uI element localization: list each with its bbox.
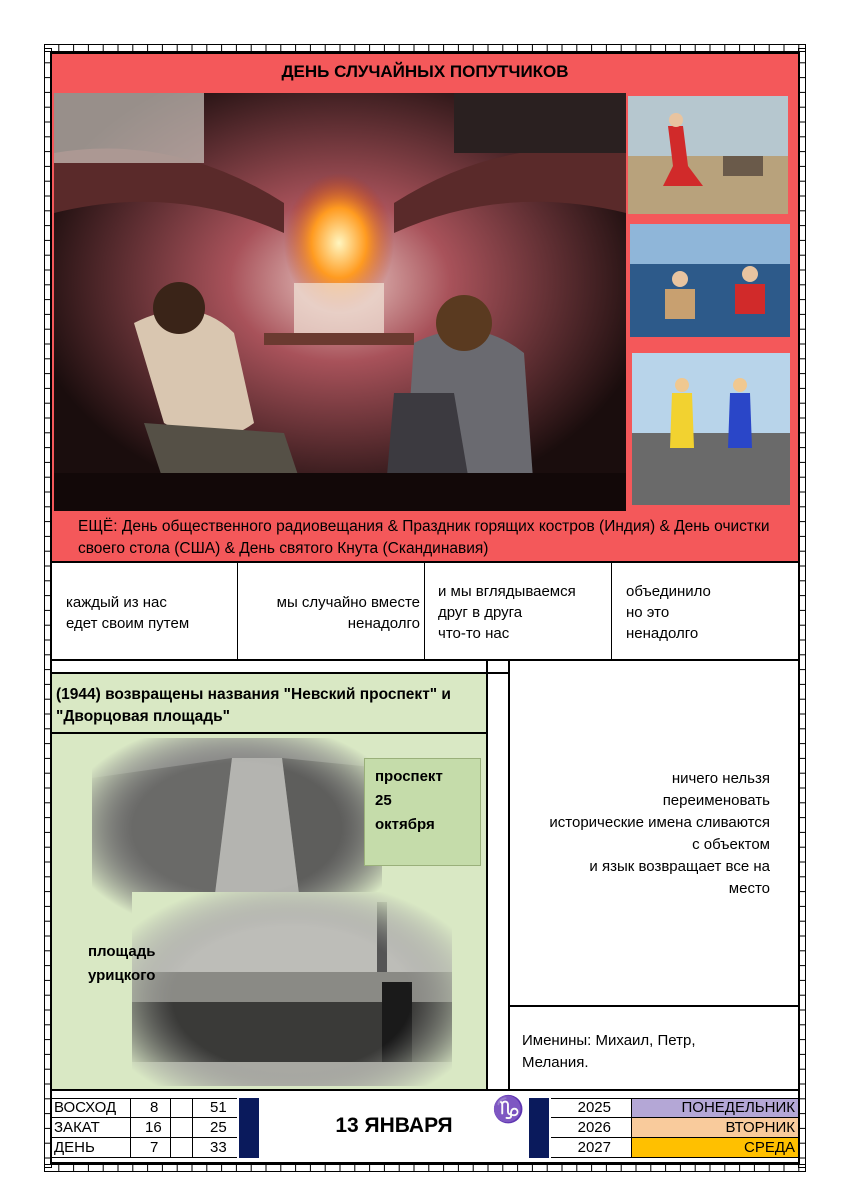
table-line — [551, 1137, 798, 1138]
daylength-hours: 7 — [150, 1139, 159, 1156]
divider — [486, 661, 488, 1090]
date-bar-left — [239, 1098, 259, 1158]
also-celebrated: ЕЩЁ: День общественного радиовещания & Праздник горящих костров (Индия) & День очистки своего стола (США) & День святого Кнута (Скандинавия) — [78, 518, 770, 557]
two-women-road-photo — [632, 353, 790, 505]
table-line — [170, 1098, 171, 1158]
page-title: ДЕНЬ СЛУЧАЙНЫХ ПОПУТЧИКОВ — [281, 62, 569, 81]
divider — [50, 732, 488, 734]
table-line — [52, 1117, 237, 1118]
weekday-2026: ВТОРНИК — [725, 1119, 795, 1136]
history-heading: (1944) возвращены названия "Невский проспект" и "Дворцовая площадь" — [56, 686, 451, 725]
quote-1: каждый из нас едет своим путем — [66, 594, 190, 632]
bottom-ruler — [44, 1164, 806, 1172]
table-line — [130, 1098, 131, 1158]
rename-note: ничего нельзя переименовать исторические имена сливаются с объектом и язык возвращает все на место — [549, 770, 770, 897]
sunrise-hours: 8 — [150, 1099, 159, 1116]
table-line — [192, 1098, 193, 1158]
weekday-2027: СРЕДА — [743, 1139, 795, 1156]
names-day: Именины: Михаил, Петр, Мелания. — [522, 1032, 696, 1071]
weekday-2025: ПОНЕДЕЛЬНИК — [681, 1099, 795, 1116]
divider — [50, 672, 510, 674]
sunset-label: ЗАКАТ — [54, 1119, 100, 1136]
sunrise-label: ВОСХОД — [54, 1099, 117, 1116]
nevsky-prospect-photo — [92, 738, 382, 918]
divider — [50, 659, 800, 661]
year-2025: 2025 — [577, 1099, 611, 1116]
divider — [237, 561, 238, 660]
top-ruler — [44, 44, 806, 52]
quote-2: мы случайно вместе ненадолго — [276, 594, 420, 632]
prospect-label: проспект 25 октября — [364, 758, 481, 866]
daylength-minutes: 33 — [210, 1139, 227, 1156]
palace-square-photo — [132, 892, 452, 1086]
divider — [50, 1089, 800, 1091]
sunrise-minutes: 51 — [210, 1099, 227, 1116]
sunset-hours: 16 — [145, 1119, 162, 1136]
year-2027: 2027 — [577, 1139, 611, 1156]
divider — [508, 661, 510, 1090]
capricorn-icon: ♑ — [492, 1094, 525, 1124]
divider — [611, 561, 612, 660]
divider — [424, 561, 425, 660]
table-line — [52, 1137, 237, 1138]
table-line — [551, 1117, 798, 1118]
sunset-minutes: 25 — [210, 1119, 227, 1136]
train-compartment-photo — [54, 93, 626, 511]
quote-3: и мы вглядываемся друг в друга что-то нас — [438, 583, 576, 642]
divider — [50, 561, 800, 563]
divider — [508, 1005, 800, 1007]
quote-4: объединило но это ненадолго — [626, 583, 711, 642]
table-line — [52, 1157, 237, 1158]
date-label: 13 ЯНВАРЯ — [335, 1114, 453, 1137]
date-bar-right — [529, 1098, 549, 1158]
sun-table — [52, 1098, 237, 1158]
daylength-label: ДЕНЬ — [54, 1139, 95, 1156]
year-2026: 2026 — [577, 1119, 611, 1136]
square-label: площадь урицкого — [88, 943, 156, 984]
bus-passengers-photo — [630, 224, 790, 337]
table-line — [551, 1157, 798, 1158]
weekday-table — [551, 1098, 798, 1158]
hitchhiker-photo — [628, 96, 788, 214]
